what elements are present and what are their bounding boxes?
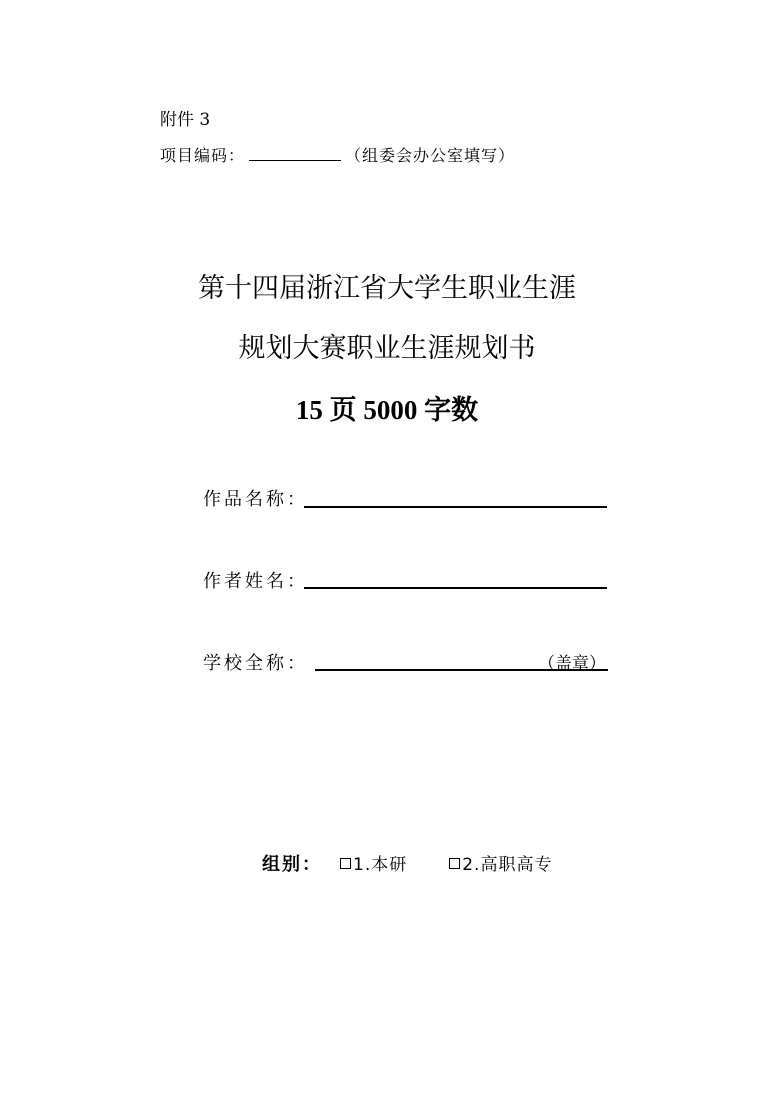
title-line-3: 15 页 5000 字数 — [295, 395, 479, 425]
work-name-label: 作品名称： — [203, 489, 308, 510]
author-name-blank[interactable] — [304, 587, 607, 589]
project-code-blank[interactable] — [249, 144, 341, 161]
group-label: 组别： — [262, 854, 322, 875]
checkbox-icon[interactable] — [340, 858, 351, 869]
project-code-note: （组委会办公室填写） — [345, 146, 516, 165]
seal-note: （盖章） — [538, 654, 606, 674]
school-name-label: 学校全称： — [203, 653, 308, 674]
group-line — [262, 850, 552, 876]
group-option-vocational[interactable] — [449, 855, 552, 875]
group-option-undergrad-label: 1.本研 — [353, 855, 408, 875]
title-line-1: 第十四届浙江省大学生职业生涯 — [198, 273, 576, 304]
group-option-undergrad[interactable] — [340, 855, 407, 875]
project-code-label: 项目编码： — [160, 146, 246, 165]
group-option-vocational-label: 2.高职高专 — [462, 855, 553, 875]
checkbox-icon[interactable] — [449, 858, 460, 869]
author-name-label: 作者姓名： — [203, 571, 308, 592]
title-line-2: 规划大赛职业生涯规划书 — [238, 333, 536, 364]
project-code-line — [160, 143, 515, 166]
attachment-label: 附件 3 — [160, 110, 211, 130]
work-name-blank[interactable] — [304, 506, 607, 508]
